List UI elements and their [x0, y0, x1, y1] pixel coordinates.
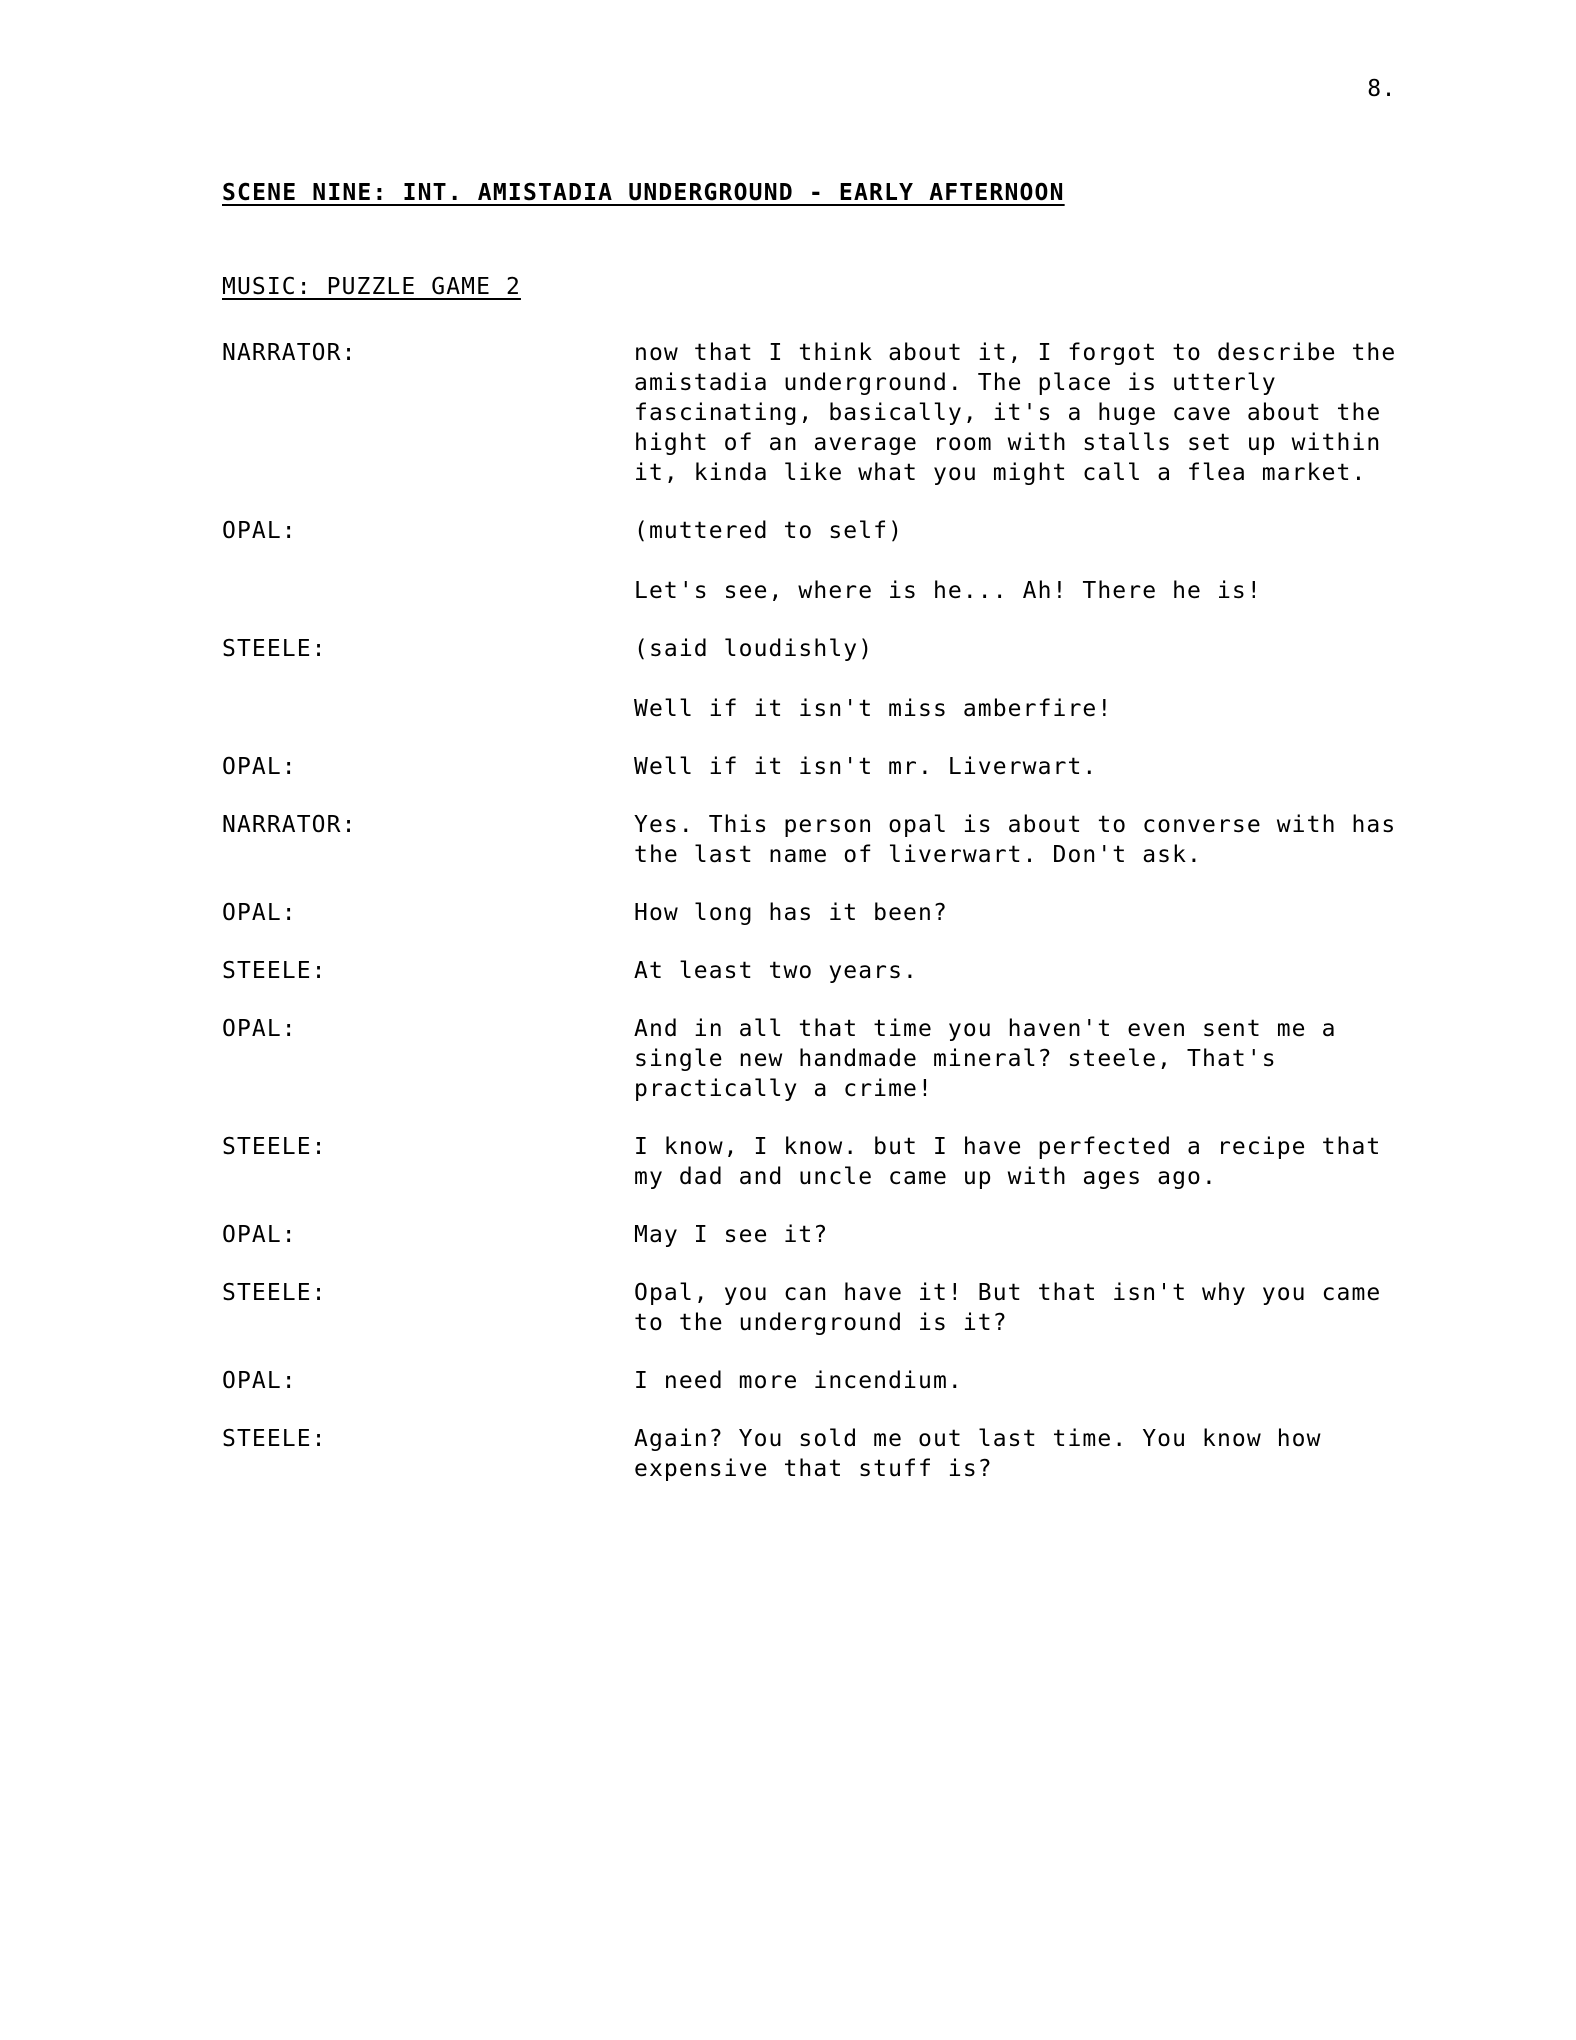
- dialogue-block: [222, 338, 1402, 488]
- dialogue-paragraph: Let's see, where is he... Ah! There he is!: [634, 578, 1262, 604]
- character-name: OPAL:: [222, 518, 297, 544]
- dialogue-lines: [634, 338, 1402, 488]
- dialogue-block: [222, 1132, 1402, 1192]
- character-name: OPAL:: [222, 1368, 297, 1394]
- dialogue-paragraph: May I see it?: [634, 1222, 829, 1248]
- character-name: OPAL:: [222, 754, 297, 780]
- dialogue-block: [222, 634, 1402, 724]
- dialogue-lines: [634, 516, 1402, 606]
- dialogue-paragraph: Yes. This person opal is about to converse with has the last name of liverwart. Don't ask.: [634, 812, 1397, 868]
- dialogue-block: [222, 956, 1402, 986]
- character-name: STEELE:: [222, 1280, 327, 1306]
- page-number: 8.: [1367, 76, 1396, 102]
- dialogue-lines: [634, 956, 1402, 986]
- dialogue-paragraph: Well if it isn't miss amberfire!: [634, 696, 1113, 722]
- character-name: OPAL:: [222, 1222, 297, 1248]
- music-cue: MUSIC: PUZZLE GAME 2: [222, 274, 521, 300]
- dialogue-paragraph: (muttered to self): [634, 518, 904, 544]
- dialogue-block: [222, 1366, 1402, 1396]
- character-name: NARRATOR:: [222, 812, 357, 838]
- dialogue-lines: [634, 898, 1402, 928]
- script-body: [222, 180, 1402, 1512]
- dialogue-lines: [634, 634, 1402, 724]
- dialogue-block: [222, 1220, 1402, 1250]
- dialogue-lines: [634, 1132, 1402, 1192]
- dialogue-paragraph: Well if it isn't mr. Liverwart.: [634, 754, 1098, 780]
- scene-heading: SCENE NINE: INT. AMISTADIA UNDERGROUND - EARLY AFTERNOON: [222, 180, 1065, 206]
- dialogue-lines: [634, 810, 1402, 870]
- dialogue-lines: [634, 1424, 1402, 1484]
- dialogue-block: [222, 810, 1402, 870]
- dialogue-paragraph: And in all that time you haven't even sent me a single new handmade mineral? steele, That's practically a crime!: [634, 1016, 1337, 1102]
- character-name: OPAL:: [222, 900, 297, 926]
- dialogue-lines: [634, 1014, 1402, 1104]
- dialogue-paragraph: I know, I know. but I have perfected a recipe that my dad and uncle came up with ages ago.: [634, 1134, 1382, 1190]
- dialogue-lines: [634, 1220, 1402, 1250]
- dialogue-paragraph: At least two years.: [634, 958, 918, 984]
- dialogue-block: [222, 1424, 1402, 1484]
- character-name: STEELE:: [222, 958, 327, 984]
- dialogue-paragraph: (said loudishly): [634, 636, 874, 662]
- character-name: STEELE:: [222, 636, 327, 662]
- dialogue-lines: [634, 1366, 1402, 1396]
- dialogue-paragraph: How long has it been?: [634, 900, 948, 926]
- dialogue-block: [222, 752, 1402, 782]
- dialogue-block: [222, 1014, 1402, 1104]
- dialogue-paragraph: Opal, you can have it! But that isn't why you came to the underground is it?: [634, 1280, 1382, 1336]
- dialogue-list: [222, 338, 1402, 1484]
- dialogue-paragraph: I need more incendium.: [634, 1368, 963, 1394]
- dialogue-lines: [634, 1278, 1402, 1338]
- dialogue-block: [222, 516, 1402, 606]
- character-name: OPAL:: [222, 1016, 297, 1042]
- dialogue-block: [222, 898, 1402, 928]
- character-name: STEELE:: [222, 1134, 327, 1160]
- dialogue-block: [222, 1278, 1402, 1338]
- character-name: STEELE:: [222, 1426, 327, 1452]
- character-name: NARRATOR:: [222, 340, 357, 366]
- dialogue-lines: [634, 752, 1402, 782]
- dialogue-paragraph: Again? You sold me out last time. You know how expensive that stuff is?: [634, 1426, 1322, 1482]
- dialogue-paragraph: now that I think about it, I forgot to describe the amistadia underground. The place is utterly fascinating, basically, it's a huge cave about the hight of an average room with stalls set up within it, kinda like what you might call a flea market.: [634, 340, 1397, 486]
